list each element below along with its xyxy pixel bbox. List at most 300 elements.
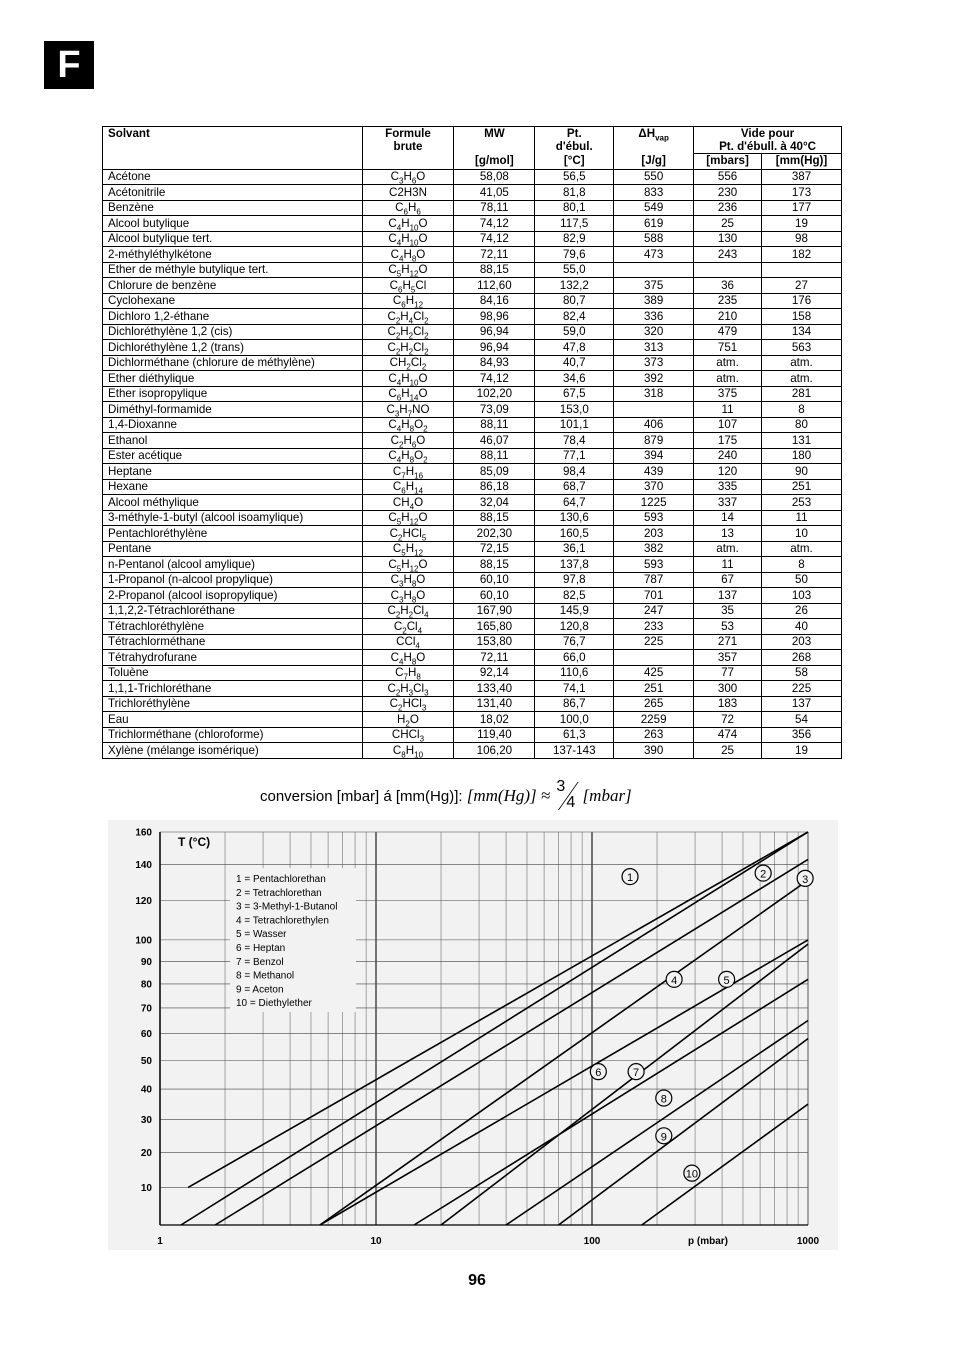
cell-formula xyxy=(362,464,454,480)
cell-bp: 64,7 xyxy=(535,495,614,511)
table-row xyxy=(103,634,842,650)
header-formule-1: Formule xyxy=(385,127,431,140)
cell-mmhg: 103 xyxy=(762,588,842,604)
formula-element: Cl xyxy=(413,309,425,323)
cell-bp: 145,9 xyxy=(535,603,614,619)
cell-mmhg: 90 xyxy=(762,464,842,480)
formula-element: CHCl xyxy=(391,728,420,742)
table-row xyxy=(103,231,842,247)
table-row xyxy=(103,324,842,340)
cell-bp: 97,8 xyxy=(535,572,614,588)
cell-bp: 59,0 xyxy=(535,324,614,340)
cell-mmhg: 173 xyxy=(762,185,842,201)
cell-dh: 373 xyxy=(614,355,694,371)
cell-mmhg: 80 xyxy=(762,417,842,433)
cell-mmhg: 356 xyxy=(762,727,842,743)
formula-subscript: 6 xyxy=(411,440,417,450)
formula-subscript: 4 xyxy=(424,610,429,620)
formula-element: C xyxy=(386,402,395,416)
cell-mw: 98,96 xyxy=(454,309,535,325)
header-formule xyxy=(362,127,454,154)
cell-mbar xyxy=(694,262,762,278)
cell-solvant: Diméthyl-formamide xyxy=(103,402,363,418)
formula-subscript: 8 xyxy=(416,672,421,682)
cell-mmhg: 58 xyxy=(762,665,842,681)
formula-subscript: 6 xyxy=(401,486,406,496)
cell-dh: 593 xyxy=(614,557,694,573)
formula-subscript: 3 xyxy=(408,688,414,698)
formula-subscript: 8 xyxy=(409,424,415,434)
cell-dh: 619 xyxy=(614,216,694,232)
formula-element: H xyxy=(399,402,408,416)
formula-element: O xyxy=(416,588,426,602)
cell-dh: 406 xyxy=(614,417,694,433)
table-row xyxy=(103,355,842,371)
formula-subscript: 2 xyxy=(421,362,427,372)
cell-mmhg: 54 xyxy=(762,712,842,728)
formula-element: C xyxy=(387,681,396,695)
cell-formula xyxy=(362,231,454,247)
cell-dh: 549 xyxy=(614,200,694,216)
formula-element: C xyxy=(392,480,402,494)
cell-mbar: 175 xyxy=(694,433,762,449)
cell-mmhg: atm. xyxy=(762,355,842,371)
cell-mbar: atm. xyxy=(694,355,762,371)
cell-formula xyxy=(362,293,454,309)
cell-dh: 313 xyxy=(614,340,694,356)
header-solvant-blank xyxy=(103,154,363,170)
cell-dh: 336 xyxy=(614,309,694,325)
cell-solvant: 1,4-Dioxanne xyxy=(103,417,363,433)
x-axis-title: p (mbar) xyxy=(688,1236,728,1247)
formula-element: O xyxy=(416,573,426,587)
cell-mw: 46,07 xyxy=(454,433,535,449)
cell-dh xyxy=(614,650,694,666)
formula-element: C xyxy=(388,557,397,571)
formula-element: O xyxy=(418,263,428,277)
table-row xyxy=(103,665,842,681)
x-tick-label: 1000 xyxy=(796,1236,820,1247)
cell-solvant: Eau xyxy=(103,712,363,728)
formula-element: NO xyxy=(412,402,430,416)
cell-bp: 137-143 xyxy=(535,743,614,759)
cell-formula xyxy=(362,262,454,278)
cell-mbar: 53 xyxy=(694,619,762,635)
cell-mbar: 120 xyxy=(694,464,762,480)
formula-subscript: 2 xyxy=(395,347,401,357)
table-row xyxy=(103,650,842,666)
cell-mw: 60,10 xyxy=(454,588,535,604)
table-row xyxy=(103,278,842,294)
formula-element: C2H3N xyxy=(388,185,427,199)
formula-subscript: 2 xyxy=(424,316,429,326)
legend-entry: 6 = Heptan xyxy=(236,943,286,954)
cell-mw: 92,14 xyxy=(454,665,535,681)
table-row xyxy=(103,588,842,604)
cell-solvant: Trichloréthylène xyxy=(103,696,363,712)
cell-mmhg: 10 xyxy=(762,526,842,542)
cell-mw: 131,40 xyxy=(454,696,535,712)
cell-mw: 74,12 xyxy=(454,216,535,232)
cell-mmhg: 387 xyxy=(762,169,842,185)
cell-mmhg: 177 xyxy=(762,200,842,216)
formula-element: O xyxy=(414,418,424,432)
formula-subscript: 2 xyxy=(423,455,428,465)
cell-mw: 74,12 xyxy=(454,371,535,387)
table-row xyxy=(103,526,842,542)
cell-solvant: Pentachloréthylène xyxy=(103,526,363,542)
cell-formula xyxy=(362,402,454,418)
cell-mmhg: 19 xyxy=(762,216,842,232)
cell-solvant: 1,1,2,2-Tétrachloréthane xyxy=(103,603,363,619)
cell-mmhg: 182 xyxy=(762,247,842,263)
formula-element: O xyxy=(418,371,428,385)
formula-element: H xyxy=(403,573,412,587)
cell-bp: 81,8 xyxy=(535,185,614,201)
cell-formula xyxy=(362,340,454,356)
cell-dh: 318 xyxy=(614,386,694,402)
cell-mbar: 236 xyxy=(694,200,762,216)
formula-subscript: 3 xyxy=(394,409,400,419)
cell-solvant: Ether isopropylique xyxy=(103,386,363,402)
cell-mmhg: atm. xyxy=(762,371,842,387)
formula-element: H xyxy=(403,433,412,447)
cell-formula xyxy=(362,526,454,542)
cell-bp: 47,8 xyxy=(535,340,614,356)
cell-mmhg: 203 xyxy=(762,634,842,650)
formula-element: H xyxy=(401,449,410,463)
formula-element: H xyxy=(402,278,411,292)
cell-bp: 98,4 xyxy=(535,464,614,480)
cell-solvant: 1-Propanol (n-alcool propylique) xyxy=(103,572,363,588)
cell-mmhg: 98 xyxy=(762,231,842,247)
cell-mbar: 11 xyxy=(694,402,762,418)
formula-element: H xyxy=(400,681,409,695)
formula-subscript: 2 xyxy=(402,626,407,636)
cell-mmhg: 281 xyxy=(762,386,842,402)
formula-subscript: 4 xyxy=(396,378,402,388)
formula-element: H xyxy=(405,294,415,308)
formula-element: H xyxy=(401,232,410,246)
cell-formula xyxy=(362,417,454,433)
formula-element: H xyxy=(401,418,410,432)
cell-solvant: Alcool butylique tert. xyxy=(103,231,363,247)
formula-element: H xyxy=(403,247,412,261)
formula-element: C xyxy=(388,371,397,385)
cell-solvant: Trichlorméthane (chloroforme) xyxy=(103,727,363,743)
table-row xyxy=(103,743,842,759)
cell-mw: 167,90 xyxy=(454,603,535,619)
cell-formula xyxy=(362,510,454,526)
cell-mw: 72,11 xyxy=(454,247,535,263)
cell-mbar: 243 xyxy=(694,247,762,263)
cell-mbar: 357 xyxy=(694,650,762,666)
header-mw xyxy=(454,127,535,154)
formula-element: H xyxy=(400,604,409,618)
formula-element: H xyxy=(405,542,415,556)
formula-element: C xyxy=(390,247,400,261)
formula-subscript: 10 xyxy=(409,223,419,233)
formula-subscript: 10 xyxy=(409,378,419,388)
formula-element: HCl xyxy=(402,526,422,540)
header-dh xyxy=(614,127,694,154)
legend-entry: 10 = Diethylether xyxy=(236,998,312,1010)
series-label: 5 xyxy=(723,974,730,987)
cell-dh: 263 xyxy=(614,727,694,743)
formula-subscript: 3 xyxy=(399,579,404,589)
cell-dh: 265 xyxy=(614,696,694,712)
formula-element: C xyxy=(388,263,397,277)
legend-entry: 2 = Tetrachlorethan xyxy=(236,887,322,899)
formula-element: H xyxy=(401,216,410,230)
legend-entry: 3 = 3-Methyl-1-Butanol xyxy=(236,901,338,913)
formula-element: HCl xyxy=(402,697,422,711)
cell-dh: 833 xyxy=(614,185,694,201)
y-tick-label: 20 xyxy=(140,1147,152,1159)
formula-element: Cl xyxy=(413,604,425,618)
table-row xyxy=(103,696,842,712)
cell-bp: 36,1 xyxy=(535,541,614,557)
cell-dh: 251 xyxy=(614,681,694,697)
legend-entry: 1 = Pentachlorethan xyxy=(236,874,326,885)
cell-dh: 247 xyxy=(614,603,694,619)
formula-subscript: 3 xyxy=(399,595,404,605)
cell-dh: 2259 xyxy=(614,712,694,728)
cell-mw: 88,11 xyxy=(454,417,535,433)
cell-bp: 55,0 xyxy=(535,262,614,278)
cell-formula xyxy=(362,278,454,294)
cell-mbar: 474 xyxy=(694,727,762,743)
table-row xyxy=(103,510,842,526)
cell-mw: 96,94 xyxy=(454,324,535,340)
formula-subscript: 14 xyxy=(414,486,424,496)
cell-bp: 160,5 xyxy=(535,526,614,542)
formula-element: H xyxy=(403,650,412,664)
table-row xyxy=(103,603,842,619)
conversion-lhs: [mm(Hg)] ≈ xyxy=(466,785,551,805)
cell-formula xyxy=(362,216,454,232)
formula-subscript: 5 xyxy=(396,269,402,279)
formula-element: O xyxy=(416,170,426,184)
cell-dh: 392 xyxy=(614,371,694,387)
cell-dh: 233 xyxy=(614,619,694,635)
formula-element: C xyxy=(388,418,397,432)
formula-element: Cl xyxy=(415,278,427,292)
cell-formula xyxy=(362,696,454,712)
cell-bp: 100,0 xyxy=(535,712,614,728)
cell-mmhg: 251 xyxy=(762,479,842,495)
cell-dh: 550 xyxy=(614,169,694,185)
cell-solvant: Ethanol xyxy=(103,433,363,449)
solvent-table xyxy=(102,126,842,759)
cell-mw: 72,11 xyxy=(454,650,535,666)
cell-bp: 137,8 xyxy=(535,557,614,573)
cell-solvant: Ether de méthyle butylique tert. xyxy=(103,262,363,278)
cell-solvant: Cyclohexane xyxy=(103,293,363,309)
formula-element: C xyxy=(388,387,397,401)
cell-bp: 82,4 xyxy=(535,309,614,325)
formula-element: C xyxy=(390,588,400,602)
cell-mw: 84,16 xyxy=(454,293,535,309)
cell-bp: 68,7 xyxy=(535,479,614,495)
legend-entry: 9 = Aceton xyxy=(236,984,284,996)
cell-dh: 394 xyxy=(614,448,694,464)
cell-formula xyxy=(362,557,454,573)
cell-mmhg: 225 xyxy=(762,681,842,697)
formula-subscript: 2 xyxy=(405,719,410,729)
cell-mw: 74,12 xyxy=(454,231,535,247)
formula-subscript: 4 xyxy=(396,238,402,248)
cell-mw: 119,40 xyxy=(454,727,535,743)
formula-element: Cl xyxy=(413,681,425,695)
cell-mbar: 14 xyxy=(694,510,762,526)
cell-solvant: Dichlorméthane (chlorure de méthylène) xyxy=(103,355,363,371)
header-mbar-unit: [mbars] xyxy=(694,154,762,170)
formula-element: C xyxy=(395,666,404,680)
cell-mmhg: 40 xyxy=(762,619,842,635)
cell-dh: 439 xyxy=(614,464,694,480)
cell-mbar: 183 xyxy=(694,696,762,712)
formula-subscript: 6 xyxy=(396,393,402,403)
cell-mmhg: 8 xyxy=(762,557,842,573)
table-row xyxy=(103,309,842,325)
cell-solvant: Tétrahydrofurane xyxy=(103,650,363,666)
table-row xyxy=(103,541,842,557)
legend-entry: 5 = Wasser xyxy=(236,929,287,941)
header-dh-delta: ΔH xyxy=(638,127,656,140)
formula-subscript: 4 xyxy=(417,626,423,636)
formula-element: H xyxy=(407,201,417,215)
formula-element: C xyxy=(388,511,397,525)
cell-formula xyxy=(362,185,454,201)
formula-subscript: 2 xyxy=(395,610,401,620)
cell-solvant: n-Pentanol (alcool amylique) xyxy=(103,557,363,573)
header-vide-2: Pt. d'ébull. à 40°C xyxy=(719,140,817,153)
cell-mbar: 479 xyxy=(694,324,762,340)
cell-mmhg: 50 xyxy=(762,572,842,588)
cell-dh: 425 xyxy=(614,665,694,681)
series-label: 9 xyxy=(660,1131,667,1144)
formula-subscript: 16 xyxy=(414,471,424,481)
cell-mbar: 240 xyxy=(694,448,762,464)
header-bp xyxy=(535,127,614,154)
header-formule-blank xyxy=(362,154,454,170)
cell-solvant: Pentane xyxy=(103,541,363,557)
cell-mmhg xyxy=(762,262,842,278)
formula-subscript: 2 xyxy=(395,688,401,698)
formula-element: O xyxy=(414,449,424,463)
cell-solvant: 1,1,1-Trichloréthane xyxy=(103,681,363,697)
cell-formula xyxy=(362,324,454,340)
formula-element: C xyxy=(388,232,397,246)
cell-mw: 96,94 xyxy=(454,340,535,356)
cell-mw: 165,80 xyxy=(454,619,535,635)
formula-subscript: 5 xyxy=(410,285,416,295)
cell-mbar: 335 xyxy=(694,479,762,495)
formula-element: C xyxy=(395,201,404,215)
formula-subscript: 3 xyxy=(424,688,429,698)
formula-element: H xyxy=(405,480,415,494)
table-row xyxy=(103,681,842,697)
table-row xyxy=(103,619,842,635)
cell-mbar: 751 xyxy=(694,340,762,356)
formula-subscript: 10 xyxy=(414,750,424,760)
cell-dh: 701 xyxy=(614,588,694,604)
cell-mw: 88,15 xyxy=(454,262,535,278)
cell-solvant: Tétrachlorméthane xyxy=(103,634,363,650)
cell-bp: 66,0 xyxy=(535,650,614,666)
header-mw-label: MW xyxy=(484,127,505,140)
vapor-pressure-chart xyxy=(108,820,838,1250)
cell-formula xyxy=(362,309,454,325)
formula-subscript: 2 xyxy=(395,331,401,341)
cell-solvant: Tétrachloréthylène xyxy=(103,619,363,635)
cell-formula xyxy=(362,495,454,511)
cell-mw: 84,93 xyxy=(454,355,535,371)
formula-element: H xyxy=(401,371,410,385)
table-row xyxy=(103,727,842,743)
formula-subscript: 4 xyxy=(399,657,404,667)
cell-solvant: Heptane xyxy=(103,464,363,480)
cell-formula xyxy=(362,588,454,604)
cell-bp: 101,1 xyxy=(535,417,614,433)
cell-formula xyxy=(362,743,454,759)
y-tick-label: 160 xyxy=(135,827,152,839)
fraction-numerator: 3 xyxy=(556,778,566,795)
formula-subscript: 4 xyxy=(396,424,402,434)
cell-mmhg: 8 xyxy=(762,402,842,418)
x-tick-label: 100 xyxy=(583,1236,601,1247)
formula-subscript: 2 xyxy=(395,316,401,326)
cell-solvant: Acétone xyxy=(103,169,363,185)
cell-dh: 588 xyxy=(614,231,694,247)
cell-solvant: Xylène (mélange isomérique) xyxy=(103,743,363,759)
formula-element: H xyxy=(405,464,415,478)
cell-mw: 72,15 xyxy=(454,541,535,557)
formula-subscript: 7 xyxy=(407,409,413,419)
cell-bp: 130,6 xyxy=(535,510,614,526)
cell-mw: 202,30 xyxy=(454,526,535,542)
formula-subscript: 8 xyxy=(411,254,417,264)
table-row xyxy=(103,433,842,449)
cell-mbar: 235 xyxy=(694,293,762,309)
conversion-label: conversion [mbar] á [mm(Hg)]: xyxy=(260,787,463,805)
cell-dh: 370 xyxy=(614,479,694,495)
cell-mbar: atm. xyxy=(694,541,762,557)
cell-formula xyxy=(362,386,454,402)
cell-solvant: Ether diéthylique xyxy=(103,371,363,387)
page-number: 96 xyxy=(468,1272,486,1289)
cell-mbar: 67 xyxy=(694,572,762,588)
formula-element: C xyxy=(387,309,396,323)
formula-element: C xyxy=(387,340,396,354)
formula-subscript: 12 xyxy=(409,517,419,527)
table-row xyxy=(103,371,842,387)
cell-mw: 41,05 xyxy=(454,185,535,201)
table-header-row xyxy=(103,127,842,154)
cell-bp: 74,1 xyxy=(535,681,614,697)
cell-solvant: Alcool butylique xyxy=(103,216,363,232)
cell-dh: 382 xyxy=(614,541,694,557)
formula-subscript: 6 xyxy=(411,176,417,186)
series-label: 1 xyxy=(626,872,634,885)
cell-mbar: 25 xyxy=(694,216,762,232)
cell-solvant: Ester acétique xyxy=(103,448,363,464)
cell-dh: 390 xyxy=(614,743,694,759)
x-tick-label: 1 xyxy=(157,1236,163,1247)
formula-element: C xyxy=(392,542,402,556)
cell-mw: 85,09 xyxy=(454,464,535,480)
